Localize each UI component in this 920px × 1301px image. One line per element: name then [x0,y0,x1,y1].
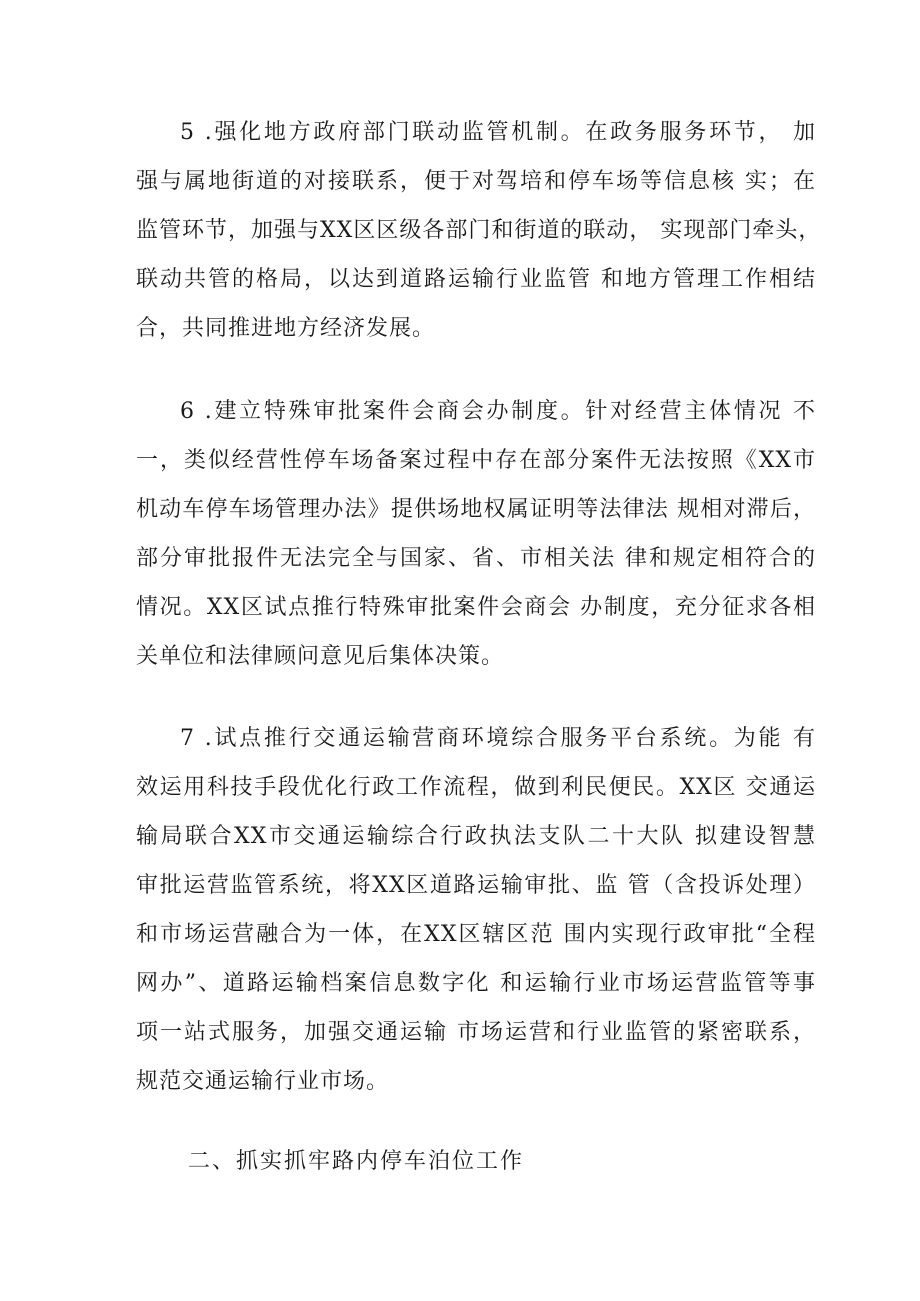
paragraph-line: 审批运营监管系统，将XX区道路运输审批、监 管（含投诉处理） [136,873,816,898]
paragraph-line: 和市场运营融合为一体，在XX区辖区范 围内实现行政审批“全程 [136,922,816,947]
paragraph-line: 合，共同推进地方经济发展。 [136,316,436,341]
paragraph-line: 输局联合XX市交通运输综合行政执法支队二十大队 拟建设智慧 [136,824,816,849]
paragraph-line: 一，类似经营性停车场备案过程中存在部分案件无法按照《XX市 [136,448,816,473]
paragraph-line: 网办”、道路运输档案信息数字化 和运输行业市场运营监管等事 [136,971,816,996]
paragraph-line: 6 .建立特殊审批案件会商会办制度。针对经营主体情况 不 [180,399,816,424]
paragraph-line: 机动车停车场管理办法》提供场地权属证明等法律法 规相对滞后， [136,497,816,522]
paragraph-line: 部分审批报件无法完全与国家、省、市相关法 律和规定相符合的 [136,546,816,571]
paragraph-line: 效运用科技手段优化行政工作流程，做到利民便民。XX区 交通运 [136,775,816,800]
paragraph-line: 规范交通运输行业市场。 [136,1069,390,1094]
paragraph-7 [136,714,816,1106]
paragraph-line: 强与属地街道的对接联系，便于对驾培和停车场等信息核 实；在 [136,169,816,194]
paragraph-6 [136,387,816,681]
paragraph-line: 监管环节，加强与XX区区级各部门和街道的联动， 实现部门牵头， [136,218,822,243]
paragraph-5 [136,108,822,353]
paragraph-line: 7 .试点推行交通运输营商环境综合服务平台系统。为能 有 [180,726,816,751]
paragraph-line: 5 .强化地方政府部门联动监管机制。在政务服务环节， 加 [180,120,816,145]
paragraph-line: 情况。XX区试点推行特殊审批案件会商会 办制度，充分征求各相 [136,595,816,620]
paragraph-line: 联动共管的格局，以达到道路运输行业监管 和地方管理工作相结 [136,267,816,292]
section-heading: 二、抓实抓牢路内停车泊位工作 [188,1149,525,1174]
paragraph-line: 项一站式服务，加强交通运输 市场运营和行业监管的紧密联系， [136,1020,816,1045]
paragraph-line: 关单位和法律顾问意见后集体决策。 [136,644,505,669]
